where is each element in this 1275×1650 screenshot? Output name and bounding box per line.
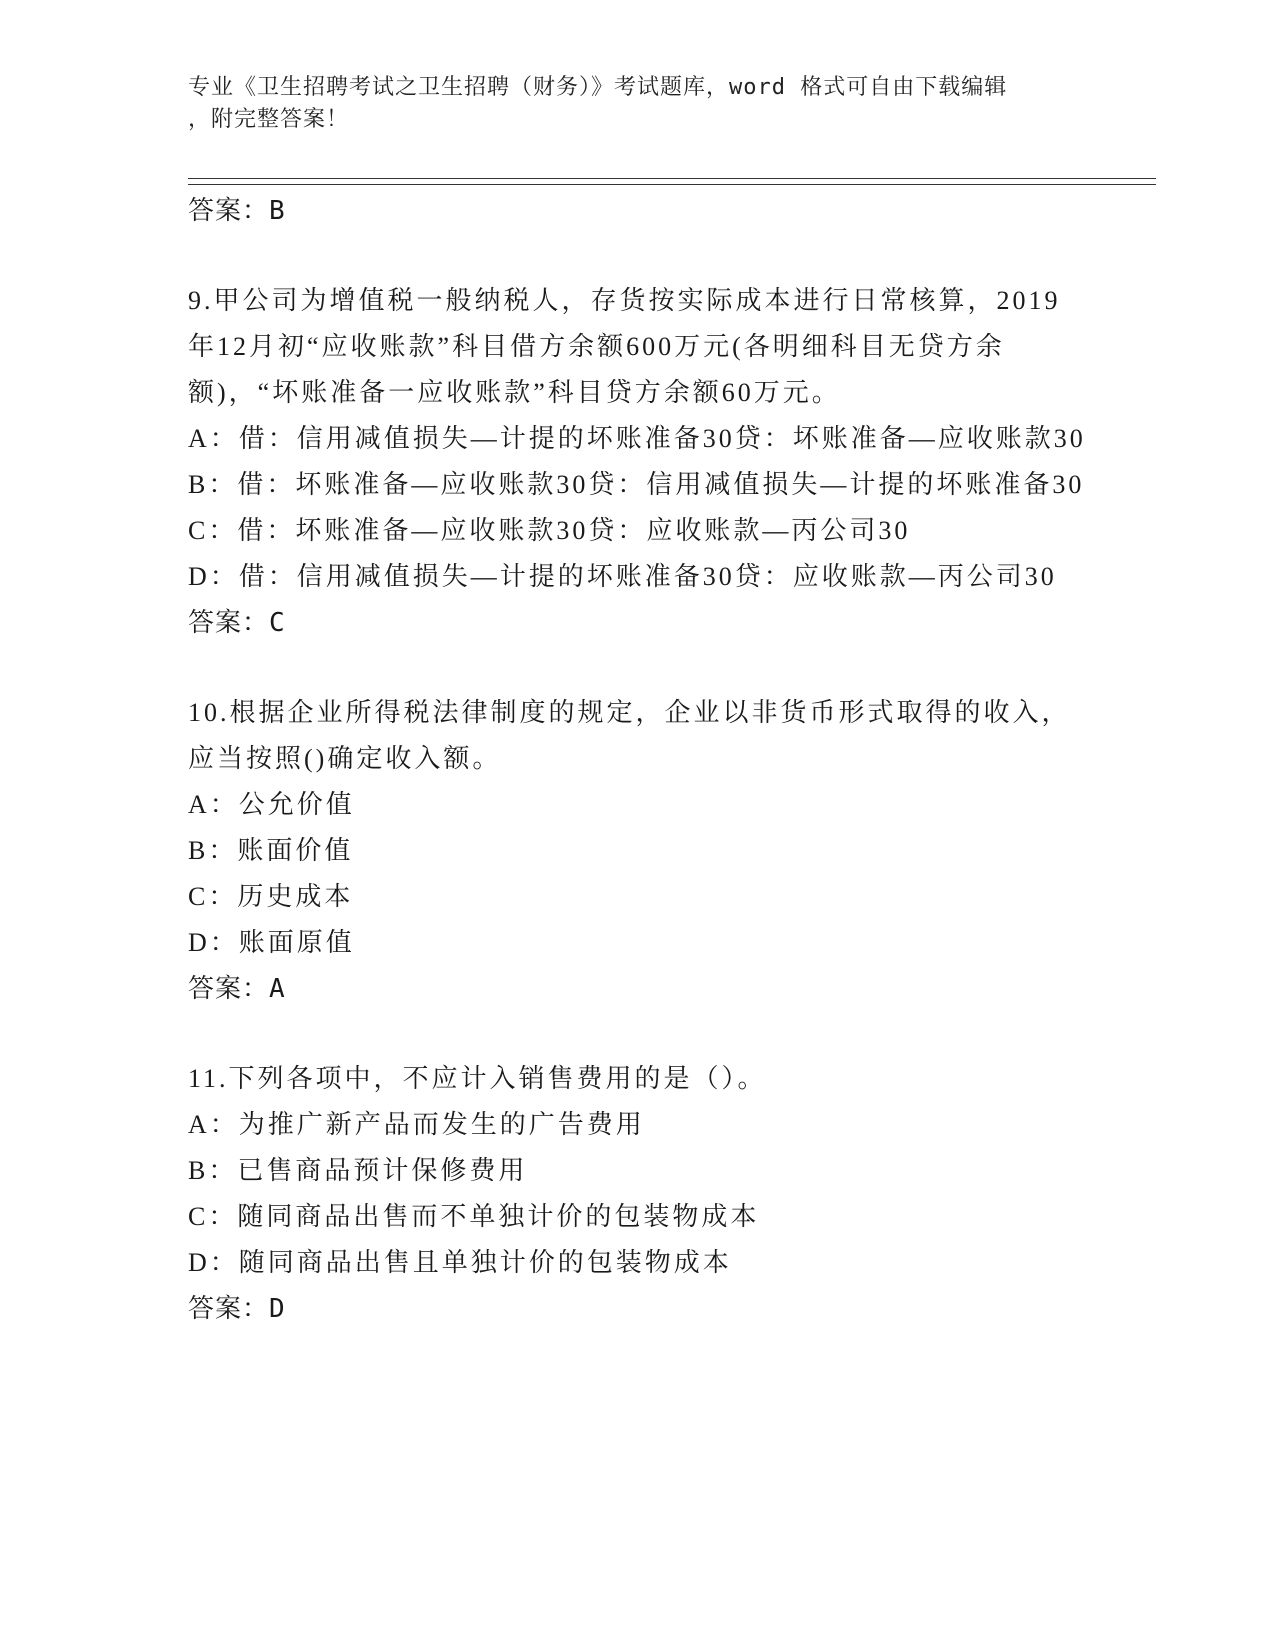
previous-answer: 答案：B: [188, 196, 286, 226]
option-a: A：公允价值: [188, 790, 355, 819]
option-b: B：已售商品预计保修费用: [188, 1156, 528, 1185]
option-d: D：借：信用减值损失—计提的坏账准备30贷：应收账款—丙公司30: [188, 562, 1057, 591]
option-a: A：借：信用减值损失—计提的坏账准备30贷：坏账准备—应收账款30: [188, 424, 1086, 453]
option-b: B：账面价值: [188, 836, 354, 865]
question-stem: 10.根据企业所得税法律制度的规定，企业以非货币形式取得的收入，应当按照()确定收入额。: [188, 698, 1071, 773]
answer: 答案：A: [188, 974, 286, 1004]
option-a: A：为推广新产品而发生的广告费用: [188, 1110, 645, 1139]
header-line-2: ，附完整答案！: [188, 107, 350, 132]
option-d: D：随同商品出售且单独计价的包装物成本: [188, 1248, 732, 1277]
question-10: [188, 690, 1088, 1012]
question-list: [188, 188, 1088, 1332]
question-stem: 9.甲公司为增值税一般纳税人，存货按实际成本进行日常核算，2019年12月初“应收账款”科目借方余额600万元(各明细科目无贷方余额)，“坏账准备一应收账款”科目贷方余额60万元。: [188, 286, 1061, 407]
question-11: [188, 1056, 1088, 1332]
option-c: C：随同商品出售而不单独计价的包装物成本: [188, 1202, 760, 1231]
option-d: D：账面原值: [188, 928, 355, 957]
question-9: [188, 278, 1088, 646]
option-c: C：借：坏账准备—应收账款30贷：应收账款—丙公司30: [188, 516, 911, 545]
answer: 答案：C: [188, 608, 286, 638]
header-divider: [188, 178, 1156, 185]
answer: 答案：D: [188, 1294, 286, 1324]
document-header: [188, 72, 1088, 136]
question-stem: 11.下列各项中，不应计入销售费用的是（）。: [188, 1064, 767, 1093]
option-b: B：借：坏账准备—应收账款30贷：信用减值损失—计提的坏账准备30: [188, 470, 1085, 499]
option-c: C：历史成本: [188, 882, 354, 911]
header-line-1: 专业《卫生招聘考试之卫生招聘（财务）》考试题库，word 格式可自由下载编辑: [188, 75, 1008, 100]
